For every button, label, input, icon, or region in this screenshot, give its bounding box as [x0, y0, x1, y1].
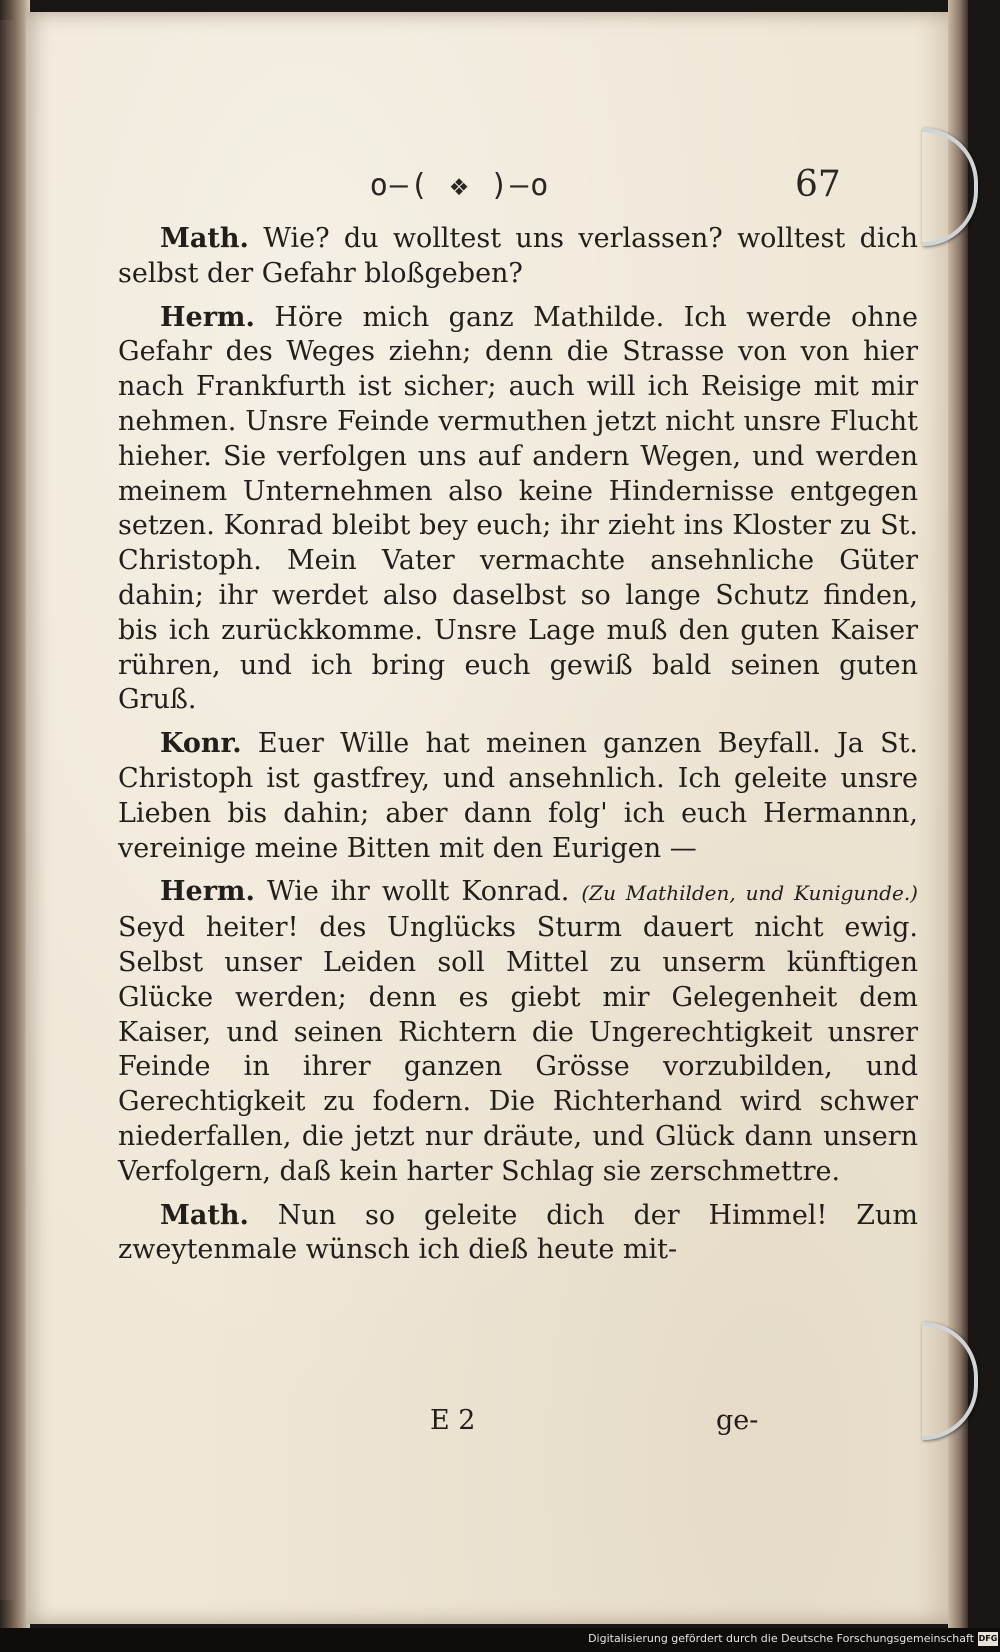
dialogue-paragraph [118, 301, 918, 719]
dialogue-text: Nun so geleite dich der Himmel! Zum zweytenmale wünsch ich dieß heute mit- [118, 1199, 918, 1266]
speaker-name: Herm. [160, 876, 255, 908]
dfg-logo: DFG [978, 1632, 998, 1646]
binding-strip [0, 20, 14, 1600]
page-number: 67 [795, 164, 841, 205]
dialogue-text: Wie? du wolltest uns verlassen? wolltest dich selbst der Gefahr bloßgeben? [118, 223, 918, 289]
stage-direction: (Zu Mathilden, und Kunigunde.) [581, 881, 918, 906]
speaker-name: Math. [160, 1199, 249, 1231]
page-footer [118, 1405, 918, 1445]
running-header [150, 156, 850, 216]
catchword: ge- [716, 1405, 759, 1436]
scan-clip-top [922, 128, 978, 246]
funding-credit: Digitalisierung gefördert durch die Deutsche Forschungsgemeinschaft [588, 1632, 974, 1645]
dialogue-paragraph [118, 222, 918, 292]
dialogue-text: Seyd heiter! des Unglücks Sturm dauert nicht ewig. Selbst unser Leiden soll Mittel zu unserm künftigen Glücke werden; denn es giebt mir Gelegenheit dem Kaiser, und seinen Richtern die Ungerechtigkeit unsrer Feinde in ihrer ganzen Grösse vorzubilden, und Gerechtigkeit zu fodern. Die Richterhand wird schwer niederfallen, die jetzt nur dräute, und Glück dann unsern Verfolgern, daß kein harter Schlag sie zerschmettre. [118, 912, 918, 1187]
dialogue-text: Höre mich ganz Mathilde. Ich werde ohne Gefahr des Weges ziehn; denn die Strasse von von hier nach Frankfurth ist sicher; auch will ich Reisige mit mir nehmen. Unsre Feinde vermuthen jetzt nicht unsre Flucht hieher. Sie verfolgen uns auf andern Wegen, und werden meinem Unternehmen also keine Hindernisse entgegen setzen. Konrad bleibt bey euch; ihr zieht ins Kloster zu St. Christoph. Mein Vater vermachte ansehnliche Güter dahin; ihr werdet also daselbst so lange Schutz finden, bis ich zurückkomme. Unsre Lage muß den guten Kaiser rühren, und ich bring euch gewiß bald seinen guten Gruß. [118, 301, 918, 716]
dialogue-text: Euer Wille hat meinen ganzen Beyfall. Ja St. Christoph ist gastfrey, und ansehnlich. Ich geleite unsre Lieben bis dahin; aber dann folg' ich euch Hermannn, vereinige meine Bitten mit den Eurigen — [118, 728, 918, 864]
speaker-name: Math. [160, 223, 249, 254]
dialogue-paragraph [118, 727, 918, 866]
dialogue-text: Wie ihr wollt Konrad. [266, 876, 570, 908]
speaker-name: Konr. [160, 728, 242, 760]
scan-clip-bottom [922, 1322, 978, 1440]
header-ornament: o—( ❖ )—o [369, 168, 551, 203]
page-text [118, 222, 918, 1277]
speaker-name: Herm. [160, 301, 255, 333]
dialogue-paragraph [118, 875, 918, 1189]
signature-mark: E 2 [430, 1405, 476, 1436]
credit-bar [0, 1628, 1000, 1652]
dialogue-paragraph [118, 1199, 918, 1269]
